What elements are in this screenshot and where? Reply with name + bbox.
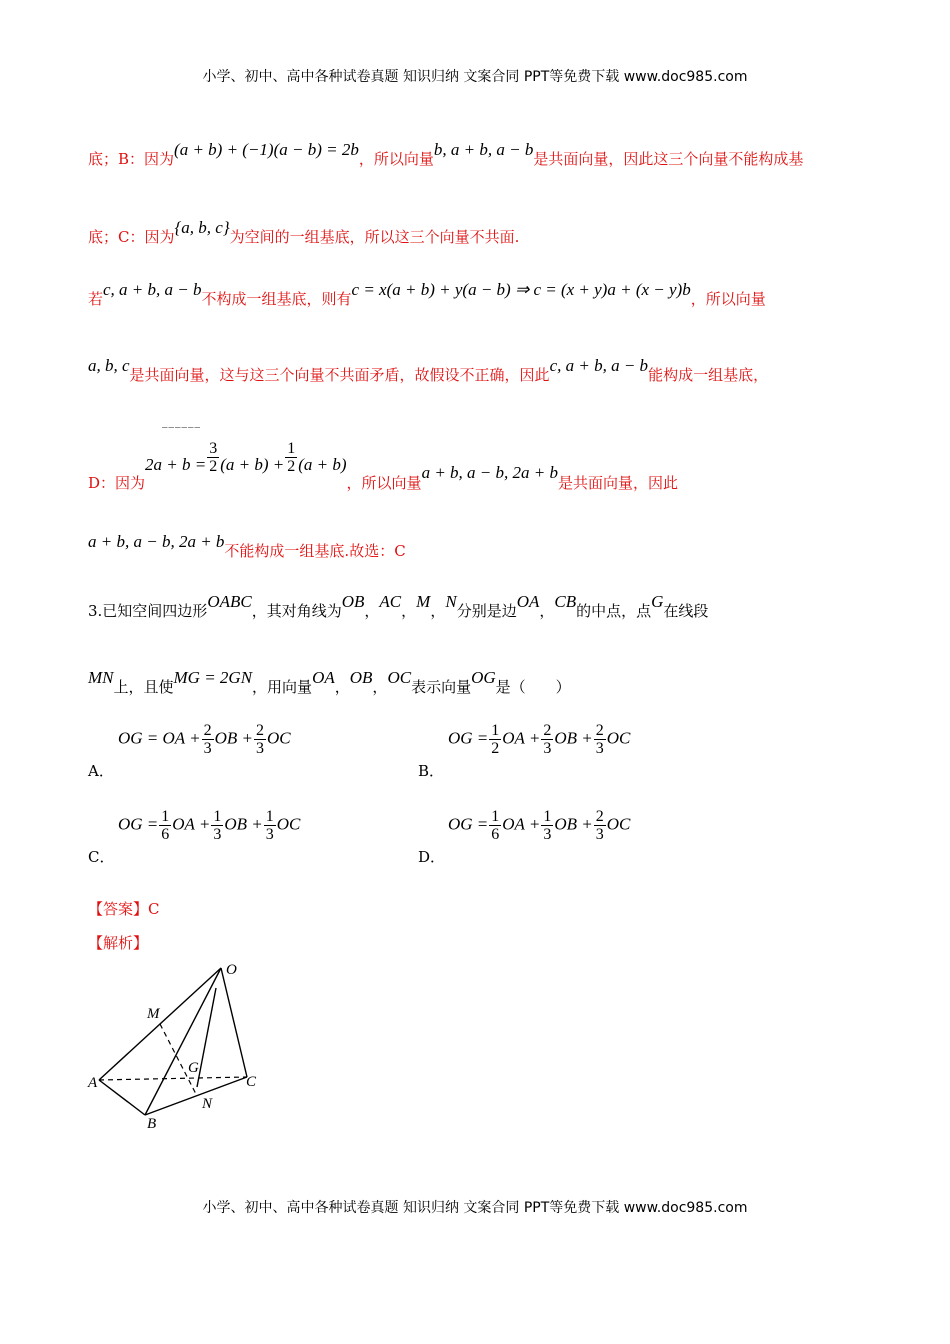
q1-n: N: [445, 592, 457, 611]
q1-ob: OB: [341, 592, 365, 611]
d-eq-a: 2a + b =: [145, 454, 207, 474]
q1-g: G: [651, 592, 664, 611]
option-c-formula: OG = $\frac{1}{6}$ OA + $\frac{1}{3}$ OB + $\frac{1}{3}$ OC: [118, 808, 301, 843]
q2-ob: OB: [349, 668, 373, 687]
c2-equation: c = x(a + b) + y(a − b) ⇒ c = (x + y)a + (x − y)b: [351, 280, 691, 299]
c2-prefix: 若: [88, 290, 104, 308]
c-set: {a, b, c}: [174, 218, 230, 237]
b-post: 是共面向量，因此这三个向量不能构成基: [533, 150, 804, 168]
option-c-proof-line2: [88, 356, 769, 385]
q1-text-b: 分别是边: [456, 602, 517, 620]
comma: ，: [364, 602, 380, 620]
q1-oabc: OABC: [207, 592, 252, 611]
b-equation: (a + b) + (−1)(a − b) = 2b: [174, 140, 359, 159]
question-line-2: [88, 668, 571, 697]
option-c-proof-line1: [88, 280, 766, 309]
b-prefix: 底；B：因为: [88, 150, 175, 168]
d-frac-2: $\frac{1}{2}$: [287, 440, 296, 475]
q2-text-a: 上，且使: [113, 678, 174, 696]
label-N: N: [202, 1096, 213, 1112]
option-a-formula: OG = OA + $\frac{2}{3}$ OB + $\frac{2}{3}$ OC: [118, 722, 291, 757]
q1-oa: OA: [516, 592, 540, 611]
d-vectors: a + b, a − b, 2a + b: [421, 462, 558, 482]
line-ON: [197, 988, 216, 1087]
c2-vectors: c, a + b, a − b: [103, 280, 202, 299]
c3-post: 能构成一组基底，: [648, 366, 769, 384]
d-arrows: ‾‾‾‾‾‾: [162, 426, 201, 439]
c3-mid: 是共面向量，这与这三个向量不共面矛盾，故假设不正确，因此: [129, 366, 550, 384]
c2-post: ，所以向量: [690, 290, 766, 308]
option-a-label: A．: [88, 762, 114, 780]
page-header: 小学、初中、高中各种试卷真题 知识归纳 文案合同 PPT等免费下载 www.doc985.com: [202, 69, 748, 85]
option-d-explanation: [88, 440, 678, 492]
option-c[interactable]: [88, 808, 408, 868]
d-eq-c: (a + b): [298, 454, 347, 474]
d-post: 是共面向量，因此: [557, 473, 678, 492]
edge-CO: [221, 968, 247, 1077]
option-d-formula: OG = $\frac{1}{6}$ OA + $\frac{1}{3}$ OB + $\frac{2}{3}$ OC: [448, 808, 631, 843]
c3-vectors2: c, a + b, a − b: [549, 356, 649, 375]
c3-vectors: a, b, c: [88, 356, 130, 375]
c-post: 为空间的一组基底，所以这三个向量不共面.: [229, 228, 520, 246]
q1-text-c: 的中点，点: [576, 602, 652, 620]
q2-oa: OA: [312, 668, 335, 687]
option-d-label: D．: [418, 848, 446, 866]
c2-mid: 不构成一组基底，则有: [201, 290, 352, 308]
analysis-heading: 【解析】: [88, 934, 149, 952]
option-c-label: C．: [88, 848, 115, 866]
c-prefix: 底；C：因为: [88, 228, 175, 246]
d-frac-1: $\frac{3}{2}$: [209, 440, 218, 475]
b-mid: ，所以向量: [358, 150, 434, 168]
option-a[interactable]: [88, 722, 408, 782]
comma: ，: [539, 602, 555, 620]
edge-AB: [99, 1080, 145, 1115]
d-prefix: D：因为: [88, 473, 146, 492]
q2-text-b: ，用向量: [252, 678, 313, 696]
option-b-formula: OG = $\frac{1}{2}$ OA + $\frac{2}{3}$ OB + $\frac{2}{3}$ OC: [448, 722, 631, 757]
question-line-1: [88, 592, 709, 621]
q1-ac: AC: [379, 592, 402, 611]
d2-vectors: a + b, a − b, 2a + b: [88, 532, 225, 551]
option-b-explanation: [88, 140, 804, 169]
d-mid: ，所以向量: [346, 473, 422, 492]
label-B: B: [147, 1116, 157, 1132]
option-c-explanation: [88, 218, 520, 247]
page-footer: 小学、初中、高中各种试卷真题 知识归纳 文案合同 PPT等免费下载 www.doc985.com: [202, 1200, 748, 1216]
q2-oc: OC: [387, 668, 412, 687]
d2-post: 不能构成一组基底.故选：C: [224, 542, 406, 560]
label-A: A: [88, 1075, 98, 1091]
comma: ，: [401, 602, 417, 620]
option-d[interactable]: [418, 808, 738, 868]
label-M: M: [147, 1006, 160, 1022]
answer-line: 【答案】C: [88, 900, 160, 918]
q2-text-d: 是（ ）: [495, 678, 571, 696]
b-vectors: b, a + b, a − b: [433, 140, 534, 159]
q1-text-a: ，其对角线为: [251, 602, 342, 620]
q1-prefix: 3.已知空间四边形: [88, 602, 208, 620]
comma: ，: [334, 678, 350, 696]
q2-mn: MN: [88, 668, 114, 687]
q2-text-c: 表示向量: [411, 678, 472, 696]
label-G: G: [188, 1060, 199, 1076]
label-O: O: [226, 962, 237, 978]
q1-text-d: 在线段: [663, 602, 709, 620]
comma: ，: [372, 678, 388, 696]
comma: ，: [430, 602, 446, 620]
option-b-label: B．: [418, 762, 445, 780]
edge-BO: [145, 968, 221, 1115]
q1-m: M: [416, 592, 431, 611]
d-eq-b: (a + b) +: [220, 454, 285, 474]
option-d-conclusion: [88, 532, 406, 561]
label-C: C: [246, 1074, 257, 1090]
edge-BC: [145, 1077, 247, 1115]
option-b[interactable]: [418, 722, 738, 782]
q1-cb: CB: [554, 592, 577, 611]
q2-og: OG: [471, 668, 496, 687]
q2-equation: MG = 2GN: [173, 668, 253, 687]
edge-AC-hidden: [99, 1077, 247, 1080]
tetrahedron-figure: [85, 960, 275, 1132]
